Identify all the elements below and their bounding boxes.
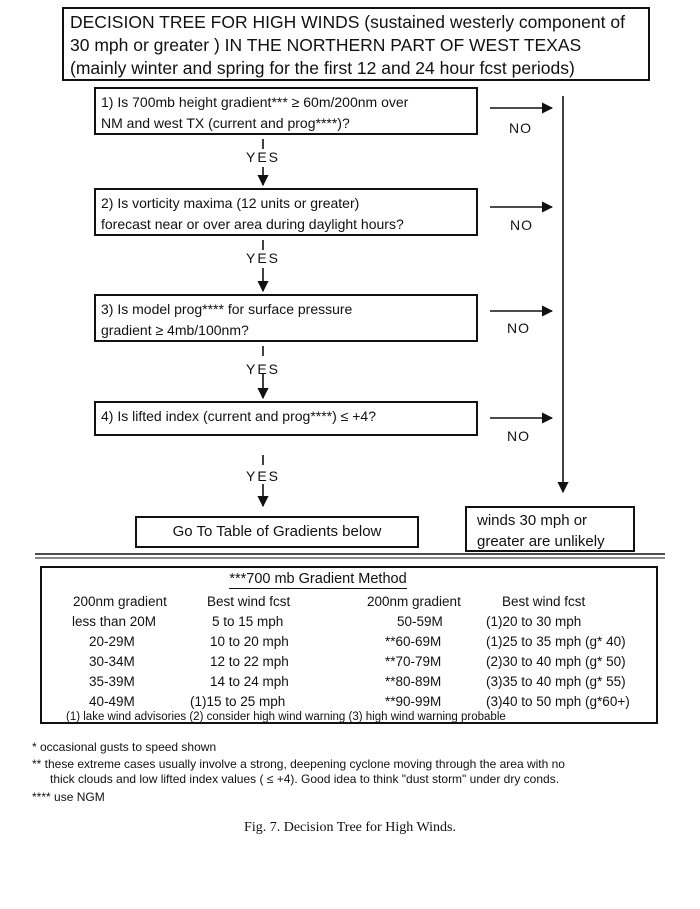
table-cell: **90-99M	[385, 694, 442, 709]
note-gusts: * occasional gusts to speed shown	[32, 740, 217, 754]
yes-label-4: YES	[245, 468, 280, 484]
table-cell: 10 to 20 mph	[210, 634, 289, 649]
question-box-4	[94, 401, 478, 436]
table-cell: (1)20 to 30 mph	[486, 614, 582, 629]
table-cell: 30-34M	[89, 654, 135, 669]
header-gradient-2: 200nm gradient	[367, 594, 461, 609]
question-3-line-2: gradient ≥ 4mb/100nm?	[101, 322, 249, 338]
goto-table-box: Go To Table of Gradients below	[135, 516, 419, 548]
no-label-4: NO	[507, 428, 530, 444]
note-extreme-cases-2: thick clouds and low lifted index values ( ≤ +4). Good idea to think "dust storm" under dry conds.	[50, 772, 560, 786]
table-cell: (1)15 to 25 mph	[190, 694, 286, 709]
table-cell: (3)40 to 50 mph (g*60+)	[486, 694, 630, 709]
table-cell: 40-49M	[89, 694, 135, 709]
question-2-line-1: 2) Is vorticity maxima (12 units or greater)	[101, 195, 360, 211]
title-line-1: DECISION TREE FOR HIGH WINDS (sustained westerly component of	[70, 12, 625, 32]
table-cell: (1)25 to 35 mph (g* 40)	[486, 634, 626, 649]
note-extreme-cases-1: ** these extreme cases usually involve a strong, deepening cyclone moving through the area with no	[32, 757, 565, 771]
table-cell: 12 to 22 mph	[210, 654, 289, 669]
question-box-2	[94, 188, 478, 236]
no-label-3: NO	[507, 320, 530, 336]
title-line-2: 30 mph or greater ) IN THE NORTHERN PART OF WEST TEXAS	[70, 35, 582, 55]
question-box-1	[94, 87, 478, 135]
header-wind-fcst-1: Best wind fcst	[207, 594, 291, 609]
title-line-3: (mainly winter and spring for the first 12 and 24 hour fcst periods)	[70, 58, 575, 78]
yes-label-3: YES	[245, 361, 280, 377]
header-gradient-1: 200nm gradient	[73, 594, 167, 609]
gradient-table-title-text: ***700 mb Gradient Method	[229, 571, 407, 587]
table-cell: 50-59M	[397, 614, 443, 629]
winds-unlikely-box	[465, 506, 635, 552]
question-4-line-1: 4) Is lifted index (current and prog****) ≤ +4?	[101, 408, 376, 424]
figure-caption: Fig. 7. Decision Tree for High Winds.	[244, 820, 456, 835]
gradient-table-title	[213, 571, 423, 587]
table-footnote: (1) lake wind advisories (2) consider high wind warning (3) high wind warning probable	[66, 711, 506, 723]
question-1-line-1: 1) Is 700mb height gradient*** ≥ 60m/200nm over	[101, 94, 409, 110]
table-cell: 20-29M	[89, 634, 135, 649]
table-cell: less than 20M	[72, 614, 157, 629]
no-label-1: NO	[509, 120, 532, 136]
table-cell: **70-79M	[385, 654, 442, 669]
question-box-3	[94, 294, 478, 342]
table-cell: 35-39M	[89, 674, 135, 689]
table-cell: (2)30 to 40 mph (g* 50)	[486, 654, 626, 669]
no-label-2: NO	[510, 217, 533, 233]
table-cell: **80-89M	[385, 674, 442, 689]
question-2-line-2: forecast near or over area during daylight hours?	[101, 216, 404, 232]
unlikely-line-1: winds 30 mph or	[477, 512, 588, 529]
question-1-line-2: NM and west TX (current and prog****)?	[101, 115, 350, 131]
header-wind-fcst-2: Best wind fcst	[502, 594, 586, 609]
table-cell: 5 to 15 mph	[212, 614, 284, 629]
note-ngm: **** use NGM	[32, 790, 105, 804]
table-cell: 14 to 24 mph	[210, 674, 289, 689]
question-3-line-1: 3) Is model prog**** for surface pressure	[101, 301, 353, 317]
table-cell: (3)35 to 40 mph (g* 55)	[486, 674, 626, 689]
yes-label-1: YES	[245, 149, 280, 165]
unlikely-line-2: greater are unlikely	[477, 533, 605, 550]
yes-label-2: YES	[245, 250, 280, 266]
table-cell: **60-69M	[385, 634, 442, 649]
